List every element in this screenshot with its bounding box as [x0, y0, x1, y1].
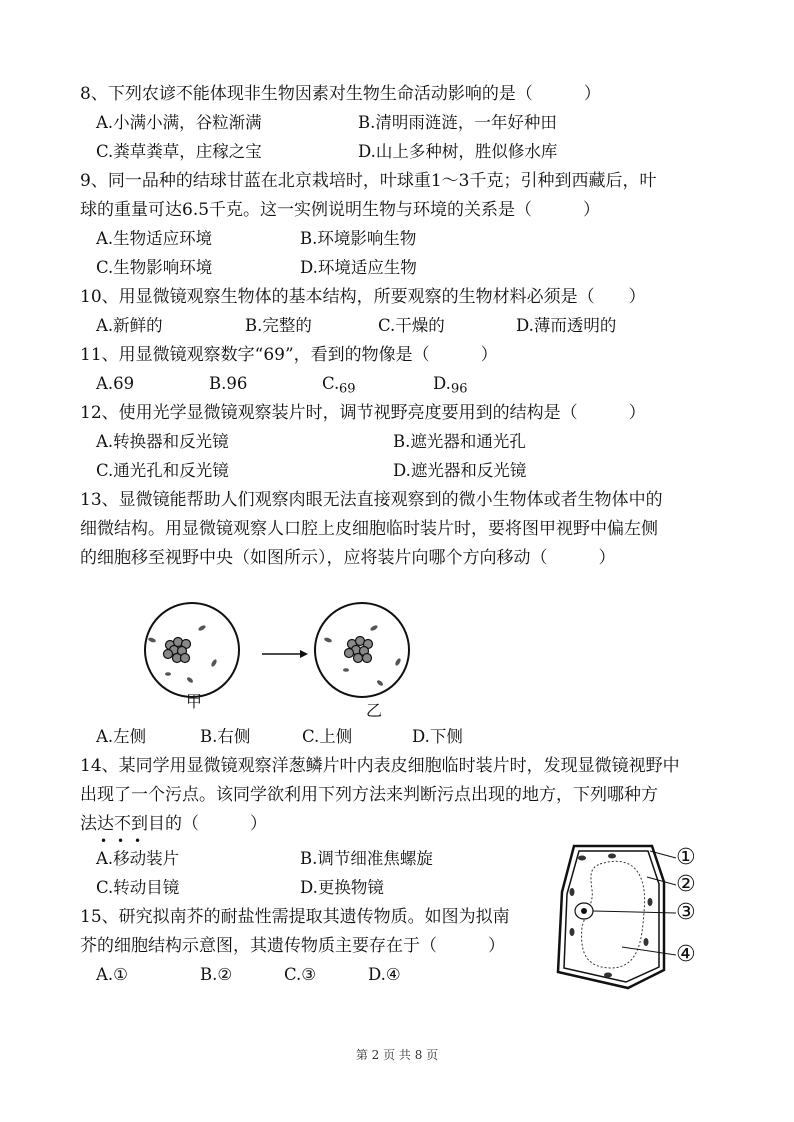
q13-stem-line3: 的细胞移至视野中央（如图所示），应将装片向哪个方向移动（ ）	[80, 548, 616, 568]
q11-option-a: A.69	[96, 374, 135, 393]
arrow-head-icon	[300, 650, 308, 658]
q11-option-c	[322, 373, 356, 397]
q13-stem-line1: 13、显微镜能帮助人们观察肉眼无法直接观察到的微小生物体或者生物体中的	[80, 490, 663, 510]
q12-option-c: C.通光孔和反光镜	[96, 461, 229, 480]
q10-option-b: B.完整的	[245, 316, 312, 335]
cell-label-2: ②	[676, 872, 696, 897]
q9-option-c: C.生物影响环境	[96, 258, 213, 277]
q10-option-c: C.干燥的	[378, 316, 445, 335]
q14-stem-line1: 14、某同学用显微镜观察洋葱鳞片叶内表皮细胞临时装片时，发现显微镜视野中	[80, 756, 680, 776]
q9-option-b: B.环境影响生物	[300, 229, 417, 248]
q12-option-b: B.遮光器和通光孔	[393, 432, 526, 451]
q11-option-b: B.96	[209, 374, 248, 393]
q14-stem-line3: 法达不到目的（ ）	[80, 814, 267, 834]
field-jia-circle	[145, 603, 239, 697]
q14-option-d: D.更换物镜	[300, 878, 384, 897]
q8-stem: 8、下列农谚不能体现非生物因素对生物生命活动影响的是（ ）	[80, 84, 601, 104]
figure-label-jia: 甲	[186, 692, 203, 711]
q11-option-d	[433, 373, 467, 397]
field-yi-cell-cluster	[345, 637, 373, 663]
q15-option-d: D.④	[368, 965, 401, 984]
q15-stem-line2: 芥的细胞结构示意图，其遗传物质主要存在于（ ）	[80, 936, 505, 956]
q15-option-a: A.①	[96, 965, 128, 984]
q11-option-c-rotated-number: 69	[339, 379, 356, 394]
q12-stem: 12、使用光学显微镜观察装片时，调节视野亮度要用到的结构是（ ）	[80, 403, 646, 423]
q9-stem-line2: 球的重量可达6.5千克。这一实例说明生物与环境的关系是（ ）	[80, 200, 601, 220]
q15-stem-line1: 15、研究拟南芥的耐盐性需提取其遗传物质。如图为拟南	[80, 907, 510, 927]
q14-option-b: B.调节细准焦螺旋	[300, 849, 433, 868]
cell-label-4: ④	[676, 942, 696, 967]
q12-option-a: A.转换器和反光镜	[96, 432, 229, 451]
q8-option-b: B.清明雨涟涟，一年好种田	[358, 113, 557, 132]
q14-option-c: C.转动目镜	[96, 878, 180, 897]
figure-label-yi: 乙	[366, 701, 383, 720]
q14-stem-line2: 出现了一个污点。该同学欲利用下列方法来判断污点出现的地方，下列哪种方	[80, 785, 658, 805]
field-jia-cell-cluster	[164, 638, 191, 663]
q10-option-d: D.薄而透明的	[516, 316, 617, 335]
q10-option-a: A.新鲜的	[96, 316, 163, 335]
q15-option-c: C.③	[284, 965, 317, 984]
q14-option-a: A.移动装片	[96, 849, 180, 868]
q11-option-d-prefix: D.	[433, 374, 451, 393]
q13-option-b: B.右侧	[200, 727, 251, 746]
q11-stem: 11、用显微镜观察数字“69”，看到的物像是（ ）	[80, 345, 498, 365]
cell-label-3: ③	[676, 900, 696, 925]
q9-option-d: D.环境适应生物	[300, 258, 417, 277]
page-footer: 第 2 页 共 8 页	[355, 1048, 439, 1062]
q13-option-c: C.上侧	[302, 727, 353, 746]
cell-label-1: ①	[676, 845, 696, 870]
q13-option-a: A.左侧	[96, 727, 147, 746]
q13-stem-line2: 细微结构。用显微镜观察人口腔上皮细胞临时装片时，要将图甲视野中偏左侧	[80, 519, 658, 539]
q9-stem-line1: 9、同一品种的结球甘蓝在北京栽培时，叶球重1～3千克；引种到西藏后，叶	[80, 171, 657, 191]
q13-option-d: D.下侧	[412, 727, 463, 746]
q8-option-c: C.粪草粪草，庄稼之宝	[96, 142, 262, 161]
q11-option-c-prefix: C.	[322, 374, 340, 393]
q12-option-d: D.遮光器和反光镜	[393, 461, 527, 480]
q8-option-a: A.小满小满，谷粒渐满	[96, 113, 262, 132]
q9-option-a: A.生物适应环境	[96, 229, 213, 248]
q10-stem: 10、用显微镜观察生物体的基本结构，所要观察的生物材料必须是（ ）	[80, 287, 646, 307]
q15-option-b: B.②	[200, 965, 233, 984]
q11-option-d-rotated-number: 96	[450, 379, 468, 394]
q8-option-d: D.山上多种树，胜似修水库	[358, 142, 558, 161]
